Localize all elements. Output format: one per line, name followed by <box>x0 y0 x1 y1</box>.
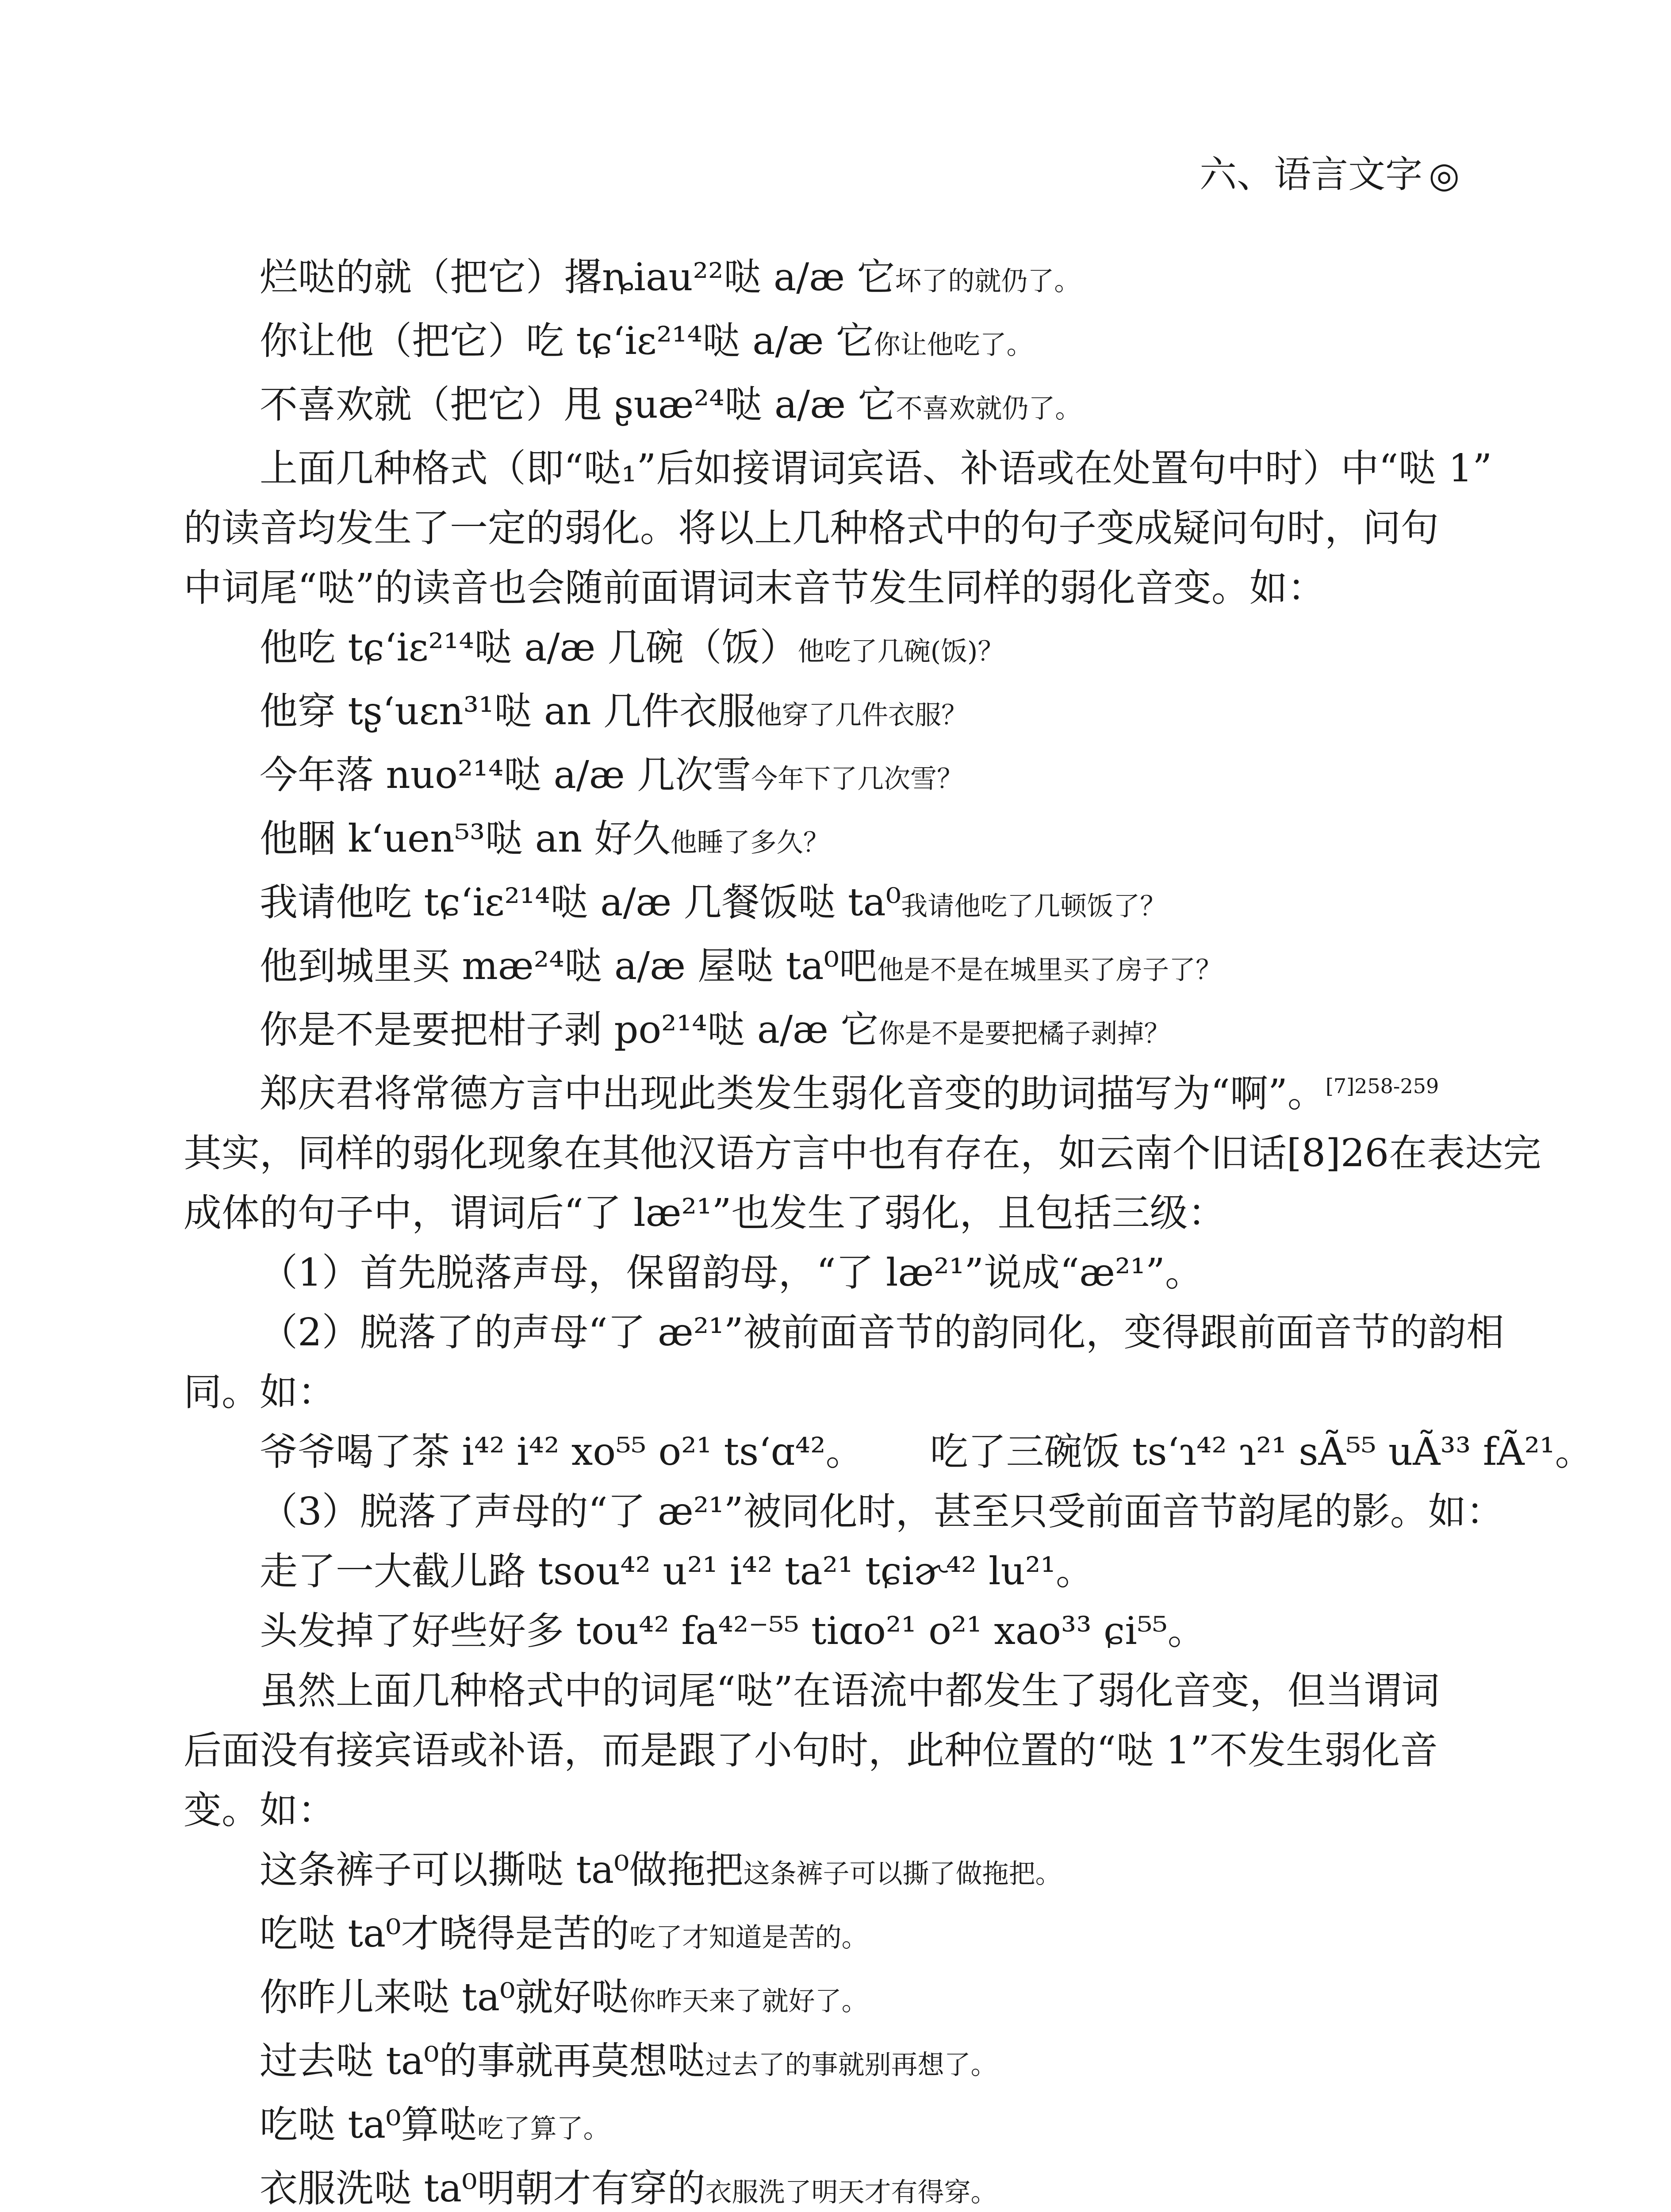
gloss: 不喜欢就仍了。 <box>896 393 1082 424</box>
gloss: 你昨天来了就好了。 <box>629 1986 868 2017</box>
paragraph-line: 郑庆君将常德方言中出现此类发生弱化音变的助词描写为“啊”。$^{[7]258-259}$ <box>260 1071 1439 1116</box>
paragraph-line: 后面没有接宾语或补语，而是跟了小句时，此种位置的“哒 1”不发生弱化音 <box>184 1728 1438 1773</box>
example-line: 吃哒 ta⁰才晓得是苦的吃了才知道是苦的。 <box>260 1912 868 1956</box>
gloss: 他睡了多久？ <box>670 827 830 858</box>
example-line: 不喜欢就（把它）甩 ʂuæ²⁴哒 a/æ 它不喜欢就仍了。 <box>260 383 1082 427</box>
gloss: 坏了的就仍了。 <box>895 266 1081 297</box>
gloss: 吃了算了。 <box>477 2113 610 2144</box>
example-line: 这条裤子可以撕哒 ta⁰做拖把这条裤子可以撕了做拖把。 <box>260 1848 1062 1892</box>
gloss: 吃了才知道是苦的。 <box>629 1922 868 1953</box>
section-title: 六、语言文字 <box>1200 153 1423 196</box>
gloss: 这条裤子可以撕了做拖把。 <box>743 1859 1062 1889</box>
example-line: 他睏 kʻuen⁵³哒 an 好久他睡了多久？ <box>260 817 830 861</box>
example-line: 过去哒 ta⁰的事就再莫想哒过去了的事就别再想了。 <box>260 2039 997 2083</box>
list-item: （3）脱落了声母的“了 æ²¹”被同化时，甚至只受前面音节韵尾的影。如： <box>260 1490 1504 1534</box>
paragraph-line: 中词尾“哒”的读音也会随前面谓词末音节发生同样的弱化音变。如： <box>184 566 1326 610</box>
double-circle-icon: ◎ <box>1429 154 1460 196</box>
gloss: 我请他吃了几顿饭了？ <box>901 891 1167 922</box>
paragraph-line: 虽然上面几种格式中的词尾“哒”在语流中都发生了弱化音变，但当谓词 <box>260 1669 1440 1713</box>
gloss: 衣服洗了明天才有得穿。 <box>705 2177 997 2208</box>
gloss: 今年下了几次雪？ <box>751 764 964 795</box>
gloss: 他吃了几碗(饭)？ <box>797 636 1004 667</box>
paragraph-line: 其实，同样的弱化现象在其他汉语方言中也有存在，如云南个旧话[8]26在表达完 <box>184 1131 1541 1175</box>
list-item: （2）脱落了的声母“了 æ²¹”被前面音节的韵同化，变得跟前面音节的韵相 <box>260 1310 1504 1355</box>
example-line: 他穿 tʂʻuɛn³¹哒 an 几件衣服他穿了几件衣服？ <box>260 689 968 733</box>
example-line: 走了一大截儿路 tsou⁴² u²¹ i⁴² ta²¹ tɕiɚ⁴² lu²¹。 <box>260 1549 1094 1594</box>
page-body <box>184 248 1593 2212</box>
example-line: 他吃 tɕʻiɛ²¹⁴哒 a/æ 几碗（饭）他吃了几碗(饭)？ <box>260 626 1004 670</box>
gloss: 过去了的事就别再想了。 <box>705 2050 997 2081</box>
paragraph-line: 上面几种格式（即“哒₁”后如接谓词宾语、补语或在处置句中时）中“哒 1” <box>260 446 1492 491</box>
example-line: 头发掉了好些好多 tou⁴² fa⁴²⁻⁵⁵ tiɑo²¹ o²¹ xao³³ ɕi⁵⁵。 <box>260 1609 1206 1653</box>
example-line: 我请他吃 tɕʻiɛ²¹⁴哒 a/æ 几餐饭哒 ta⁰我请他吃了几顿饭了？ <box>260 880 1167 925</box>
gloss: 你是不是要把橘子剥掉？ <box>878 1018 1171 1049</box>
citation: [7]258-259 <box>1325 1074 1439 1098</box>
example-line: 吃哒 ta⁰算哒吃了算了。 <box>260 2103 610 2147</box>
example-line: 你昨儿来哒 ta⁰就好哒你昨天来了就好了。 <box>260 1975 868 2020</box>
example-line: 烂哒的就（把它）撂ȵiau²²哒 a/æ 它坏了的就仍了。 <box>260 255 1081 300</box>
gloss: 他穿了几件衣服？ <box>755 700 968 731</box>
paragraph-line: 同。如： <box>184 1370 336 1414</box>
example-line: 爷爷喝了茶 i⁴² i⁴² xo⁵⁵ o²¹ tsʻɑ⁴²。 吃了三碗饭 tsʻɿ⁴² ɿ²¹ sÃ⁵⁵ uÃ³³ fÃ²¹。 <box>260 1430 1593 1474</box>
example-line: 衣服洗哒 ta⁰明朝才有穿的衣服洗了明天才有得穿。 <box>260 2166 997 2211</box>
paragraph-line: 变。如： <box>184 1788 336 1832</box>
running-header <box>1200 153 1460 196</box>
paragraph-line: 的读音均发生了一定的弱化。将以上几种格式中的句子变成疑问句时，问句 <box>184 506 1439 550</box>
example-line: 你让他（把它）吃 tɕʻiɛ²¹⁴哒 a/æ 它你让他吃了。 <box>260 319 1033 363</box>
example-line: 你是不是要把柑子剥 po²¹⁴哒 a/æ 它你是不是要把橘子剥掉？ <box>260 1008 1171 1052</box>
gloss: 他是不是在城里买了房子了？ <box>877 955 1223 986</box>
example-line: 他到城里买 mæ²⁴哒 a/æ 屋哒 ta⁰吧他是不是在城里买了房子了？ <box>260 944 1223 988</box>
gloss: 你让他吃了。 <box>874 330 1033 361</box>
list-item: （1）首先脱落声母，保留韵母，“了 læ²¹”说成“æ²¹”。 <box>260 1251 1203 1295</box>
paragraph-line: 成体的句子中，谓词后“了 læ²¹”也发生了弱化，且包括三级： <box>184 1191 1226 1235</box>
example-line: 今年落 nuo²¹⁴哒 a/æ 几次雪今年下了几次雪？ <box>260 753 964 797</box>
